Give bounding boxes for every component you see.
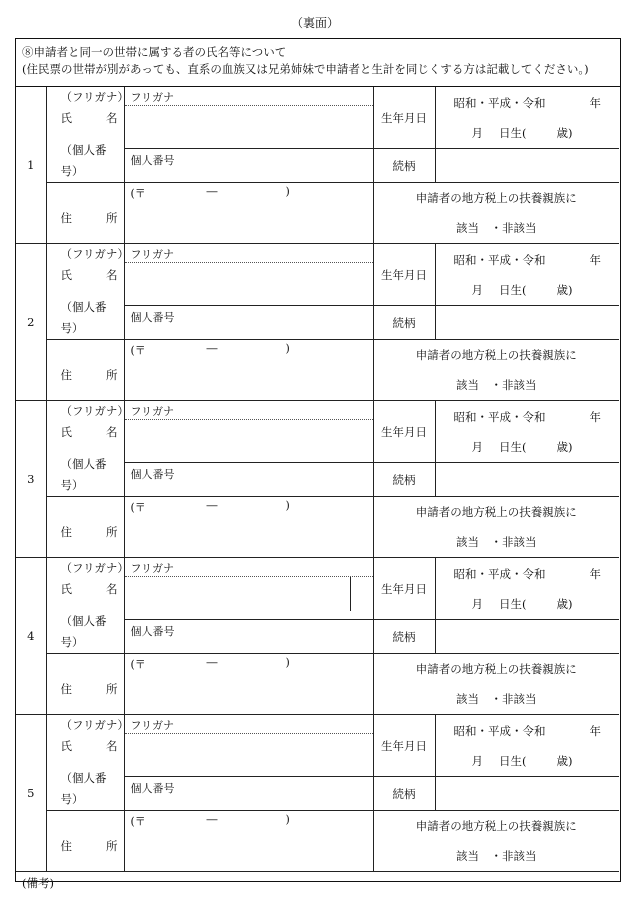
name-input-area[interactable]	[125, 734, 373, 768]
birthdate-field[interactable]	[435, 244, 619, 306]
entries-container	[16, 87, 620, 872]
dependent-answer[interactable]: 該当 ・非該当	[456, 535, 537, 549]
label-name: 氏 名	[60, 739, 118, 753]
relationship-field[interactable]	[435, 149, 619, 183]
label-furigana: （フリガナ）	[60, 404, 129, 418]
household-member-entry	[16, 401, 619, 558]
furigana-label: フリガナ	[125, 244, 373, 263]
birthdate-era-row: 昭和・平成・令和 年	[453, 95, 601, 110]
household-member-entry	[16, 244, 619, 401]
birthdate-field[interactable]	[435, 401, 619, 463]
furigana-name-field[interactable]	[124, 244, 373, 306]
birthdate-field[interactable]	[435, 715, 619, 777]
dependent-answer[interactable]: 該当 ・非該当	[456, 221, 537, 235]
relationship-label: 続柄	[373, 149, 435, 183]
household-members-form	[15, 38, 621, 890]
personal-number-field[interactable]: 個人番号	[124, 620, 373, 654]
personal-number-field[interactable]: 個人番号	[124, 149, 373, 183]
address-field[interactable]	[124, 340, 373, 401]
relationship-field[interactable]	[435, 777, 619, 811]
address-field[interactable]	[124, 183, 373, 244]
label-personal-number: （個人番号）	[60, 771, 107, 806]
birthdate-label: 生年月日	[373, 87, 435, 149]
entry-number: 5	[16, 715, 46, 872]
address-label-cell: 住 所	[46, 654, 124, 715]
birthdate-label: 生年月日	[373, 244, 435, 306]
postal-code-field[interactable]: (〒 ― )	[130, 342, 290, 357]
dependent-status-field[interactable]	[373, 497, 619, 558]
address-label-cell: 住 所	[46, 183, 124, 244]
label-furigana: （フリガナ）	[60, 247, 129, 261]
birthdate-label: 生年月日	[373, 558, 435, 620]
label-personal-number: （個人番号）	[60, 143, 107, 178]
relationship-label: 続柄	[373, 620, 435, 654]
address-label-cell: 住 所	[46, 497, 124, 558]
label-personal-number: （個人番号）	[60, 457, 107, 492]
section-title: ⑧申請者と同一の世帯に属する者の氏名等について	[22, 45, 287, 59]
birthdate-label: 生年月日	[373, 715, 435, 777]
dependent-status-field[interactable]	[373, 654, 619, 715]
birthdate-era-row: 昭和・平成・令和 年	[453, 409, 601, 424]
dependent-question: 申請者の地方税上の扶養親族に	[415, 662, 577, 676]
dependent-question: 申請者の地方税上の扶養親族に	[415, 819, 577, 833]
name-divider	[350, 577, 351, 611]
postal-code-field[interactable]: (〒 ― )	[130, 656, 290, 671]
birthdate-day-row: 月 日生( 歳)	[471, 439, 573, 454]
label-name: 氏 名	[60, 268, 118, 282]
name-label-cell	[46, 558, 129, 654]
birthdate-era-row: 昭和・平成・令和 年	[453, 566, 601, 581]
dependent-question: 申請者の地方税上の扶養親族に	[415, 505, 577, 519]
section-header	[16, 39, 620, 87]
furigana-label: フリガナ	[125, 401, 373, 420]
dependent-status-field[interactable]	[373, 183, 619, 244]
name-input-area[interactable]	[125, 263, 373, 297]
label-personal-number: （個人番号）	[60, 300, 107, 335]
household-member-entry	[16, 715, 619, 872]
name-input-area[interactable]	[125, 106, 373, 140]
postal-code-field[interactable]: (〒 ― )	[130, 185, 290, 200]
label-name: 氏 名	[60, 425, 118, 439]
dependent-answer[interactable]: 該当 ・非該当	[456, 378, 537, 392]
furigana-label: フリガナ	[125, 87, 373, 106]
birthdate-field[interactable]	[435, 87, 619, 149]
relationship-field[interactable]	[435, 306, 619, 340]
furigana-name-field[interactable]	[124, 87, 373, 149]
furigana-label: フリガナ	[125, 558, 373, 577]
name-label-cell	[46, 401, 129, 497]
address-label-cell: 住 所	[46, 811, 124, 872]
label-name: 氏 名	[60, 582, 118, 596]
birthdate-era-row: 昭和・平成・令和 年	[453, 252, 601, 267]
relationship-label: 続柄	[373, 463, 435, 497]
dependent-question: 申請者の地方税上の扶養親族に	[415, 348, 577, 362]
furigana-name-field[interactable]	[124, 558, 373, 620]
name-label-cell	[46, 244, 129, 340]
household-member-entry	[16, 558, 619, 715]
name-label-cell	[46, 87, 129, 183]
page-header: （裏面）	[290, 16, 339, 30]
address-label-cell: 住 所	[46, 340, 124, 401]
label-furigana: （フリガナ）	[60, 90, 129, 104]
dependent-answer[interactable]: 該当 ・非該当	[456, 692, 537, 706]
furigana-name-field[interactable]	[124, 715, 373, 777]
name-input-area[interactable]	[125, 420, 373, 454]
personal-number-field[interactable]: 個人番号	[124, 306, 373, 340]
name-label-cell	[46, 715, 129, 811]
relationship-field[interactable]	[435, 620, 619, 654]
section-note: (住民票の世帯が別があっても、直系の血族又は兄弟姉妹で申請者と生計を同じくする方は記載してください。)	[22, 62, 589, 76]
birthdate-day-row: 月 日生( 歳)	[471, 282, 573, 297]
address-field[interactable]	[124, 811, 373, 872]
dependent-status-field[interactable]	[373, 811, 619, 872]
dependent-question: 申請者の地方税上の扶養親族に	[415, 191, 577, 205]
address-field[interactable]	[124, 654, 373, 715]
label-furigana: （フリガナ）	[60, 718, 129, 732]
household-member-entry	[16, 87, 619, 244]
entry-number: 3	[16, 401, 46, 558]
personal-number-field[interactable]: 個人番号	[124, 777, 373, 811]
personal-number-field[interactable]: 個人番号	[124, 463, 373, 497]
furigana-label: フリガナ	[125, 715, 373, 734]
remarks-label: (備考)	[22, 876, 54, 890]
birthdate-field[interactable]	[435, 558, 619, 620]
furigana-name-field[interactable]	[124, 401, 373, 463]
entry-number: 4	[16, 558, 46, 715]
dependent-status-field[interactable]	[373, 340, 619, 401]
label-furigana: （フリガナ）	[60, 561, 129, 575]
relationship-label: 続柄	[373, 306, 435, 340]
dependent-answer[interactable]: 該当 ・非該当	[456, 849, 537, 863]
label-name: 氏 名	[60, 111, 118, 125]
birthdate-era-row: 昭和・平成・令和 年	[453, 723, 601, 738]
relationship-field[interactable]	[435, 463, 619, 497]
relationship-label: 続柄	[373, 777, 435, 811]
birthdate-day-row: 月 日生( 歳)	[471, 125, 573, 140]
entry-number: 2	[16, 244, 46, 401]
remarks-field[interactable]	[16, 872, 620, 891]
birthdate-day-row: 月 日生( 歳)	[471, 596, 573, 611]
entry-number: 1	[16, 87, 46, 244]
birthdate-day-row: 月 日生( 歳)	[471, 753, 573, 768]
birthdate-label: 生年月日	[373, 401, 435, 463]
postal-code-field[interactable]: (〒 ― )	[130, 499, 290, 514]
name-input-area[interactable]	[125, 577, 373, 611]
address-field[interactable]	[124, 497, 373, 558]
label-personal-number: （個人番号）	[60, 614, 107, 649]
postal-code-field[interactable]: (〒 ― )	[130, 813, 290, 828]
